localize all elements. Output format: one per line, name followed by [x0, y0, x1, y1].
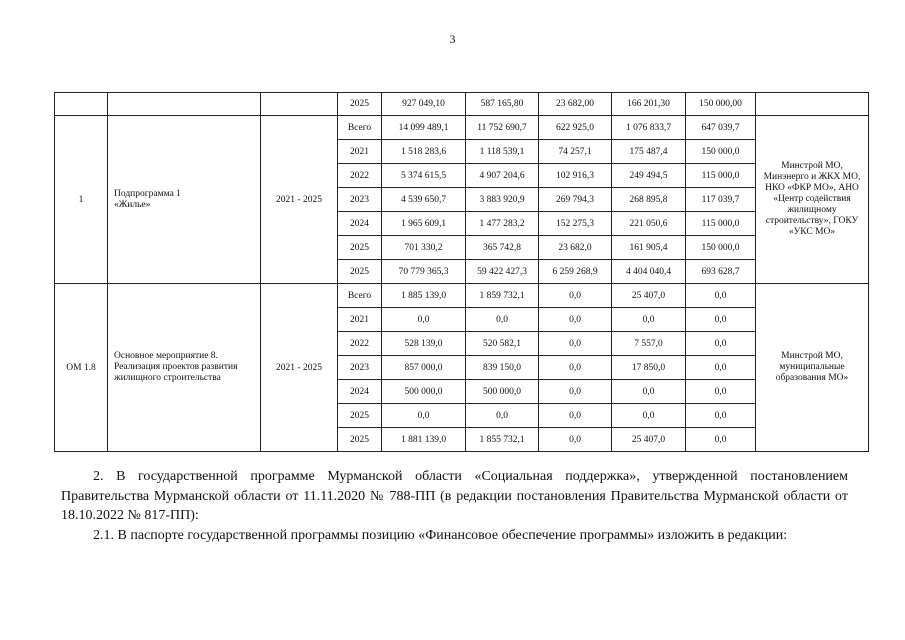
item-number: ОМ 1.8 — [55, 284, 108, 452]
table-row — [55, 284, 869, 308]
value-cell: 1 477 283,2 — [466, 212, 539, 236]
value-cell: 0,0 — [686, 284, 756, 308]
value-cell: 1 885 139,0 — [382, 284, 466, 308]
paragraph: 2. В государственной программе Мурманской области «Социальная поддержка», утвержденной постановлением Правительства Мурманской области от 11.11.2020 № 788-ПП (в редакции постановления Правительства Мурманской области от 18.10.2022 № 817-ПП): — [61, 469, 848, 523]
executor-cell: Минстрой МО, Минэнерго и ЖКХ МО, НКО «ФКР МО», АНО «Центр содействия жилищному строительству», ГОКУ «УКС МО» — [756, 116, 869, 284]
value-cell: 175 487,4 — [612, 140, 686, 164]
item-name — [108, 284, 261, 452]
item-name-line: «Жилье» — [114, 199, 151, 210]
value-cell: 0,0 — [382, 308, 466, 332]
year-cell: Всего — [338, 284, 382, 308]
value-cell: 1 965 609,1 — [382, 212, 466, 236]
value-cell: 25 407,0 — [612, 428, 686, 452]
value-cell: 150 000,0 — [686, 140, 756, 164]
value-cell: 23 682,0 — [539, 236, 612, 260]
value-cell: 0,0 — [686, 332, 756, 356]
value-cell: 23 682,00 — [539, 93, 612, 116]
value-cell: 11 752 690,7 — [466, 116, 539, 140]
year-cell: 2023 — [338, 356, 382, 380]
value-cell: 587 165,80 — [466, 93, 539, 116]
value-cell: 0,0 — [686, 380, 756, 404]
value-cell: 115 000,0 — [686, 212, 756, 236]
value-cell: 0,0 — [612, 404, 686, 428]
value-cell: 0,0 — [686, 404, 756, 428]
value-cell: 269 794,3 — [539, 188, 612, 212]
year-cell: 2025 — [338, 428, 382, 452]
table-row — [55, 116, 869, 140]
empty-cell — [756, 93, 869, 116]
value-cell: 4 539 650,7 — [382, 188, 466, 212]
item-name — [108, 116, 261, 284]
value-cell: 647 039,7 — [686, 116, 756, 140]
item-number: 1 — [55, 116, 108, 284]
value-cell: 0,0 — [539, 284, 612, 308]
value-cell: 59 422 427,3 — [466, 260, 539, 284]
value-cell: 6 259 268,9 — [539, 260, 612, 284]
executor-cell: Минстрой МО, муниципальные образования МО» — [756, 284, 869, 452]
year-cell: Всего — [338, 116, 382, 140]
value-cell: 1 859 732,1 — [466, 284, 539, 308]
value-cell: 365 742,8 — [466, 236, 539, 260]
value-cell: 0,0 — [466, 404, 539, 428]
value-cell: 1 076 833,7 — [612, 116, 686, 140]
year-cell: 2025 — [338, 93, 382, 116]
value-cell: 1 518 283,6 — [382, 140, 466, 164]
value-cell: 166 201,30 — [612, 93, 686, 116]
value-cell: 7 557,0 — [612, 332, 686, 356]
value-cell: 0,0 — [382, 404, 466, 428]
year-cell: 2023 — [338, 188, 382, 212]
value-cell: 839 150,0 — [466, 356, 539, 380]
value-cell: 161 905,4 — [612, 236, 686, 260]
value-cell: 115 000,0 — [686, 164, 756, 188]
value-cell: 268 895,8 — [612, 188, 686, 212]
value-cell: 520 582,1 — [466, 332, 539, 356]
value-cell: 0,0 — [539, 332, 612, 356]
value-cell: 4 404 040,4 — [612, 260, 686, 284]
period-cell: 2021 - 2025 — [261, 284, 338, 452]
value-cell: 500 000,0 — [382, 380, 466, 404]
value-cell: 1 881 139,0 — [382, 428, 466, 452]
paragraph: 2.1. В паспорте государственной программы позицию «Финансовое обеспечение программы» изложить в редакции: — [93, 527, 788, 543]
year-cell: 2021 — [338, 140, 382, 164]
value-cell: 0,0 — [539, 428, 612, 452]
value-cell: 25 407,0 — [612, 284, 686, 308]
empty-cell — [261, 93, 338, 116]
body-text — [61, 467, 848, 545]
value-cell: 150 000,0 — [686, 236, 756, 260]
value-cell: 17 850,0 — [612, 356, 686, 380]
value-cell: 74 257,1 — [539, 140, 612, 164]
value-cell: 1 855 732,1 — [466, 428, 539, 452]
value-cell: 152 275,3 — [539, 212, 612, 236]
year-cell: 2022 — [338, 164, 382, 188]
year-cell: 2025 — [338, 404, 382, 428]
value-cell: 1 118 539,1 — [466, 140, 539, 164]
value-cell: 4 907 204,6 — [466, 164, 539, 188]
table-row — [55, 93, 869, 116]
value-cell: 693 628,7 — [686, 260, 756, 284]
value-cell: 117 039,7 — [686, 188, 756, 212]
year-cell: 2021 — [338, 308, 382, 332]
value-cell: 528 139,0 — [382, 332, 466, 356]
value-cell: 0,0 — [612, 380, 686, 404]
value-cell: 221 050,6 — [612, 212, 686, 236]
period-cell: 2021 - 2025 — [261, 116, 338, 284]
value-cell: 102 916,3 — [539, 164, 612, 188]
empty-cell — [108, 93, 261, 116]
value-cell: 0,0 — [539, 380, 612, 404]
value-cell: 5 374 615,5 — [382, 164, 466, 188]
year-cell: 2022 — [338, 332, 382, 356]
year-cell: 2025 — [338, 236, 382, 260]
year-cell: 2025 — [338, 260, 382, 284]
value-cell: 500 000,0 — [466, 380, 539, 404]
year-cell: 2024 — [338, 380, 382, 404]
value-cell: 0,0 — [539, 308, 612, 332]
value-cell: 249 494,5 — [612, 164, 686, 188]
value-cell: 701 330,2 — [382, 236, 466, 260]
item-name-line: Основное мероприятие 8. — [114, 351, 218, 361]
item-name-line: Реализация проектов развития жилищного строительства — [114, 362, 238, 383]
value-cell: 622 925,0 — [539, 116, 612, 140]
value-cell: 0,0 — [686, 356, 756, 380]
value-cell: 0,0 — [612, 308, 686, 332]
item-name-line: Подпрограмма 1 — [114, 188, 181, 199]
value-cell: 0,0 — [539, 404, 612, 428]
value-cell: 3 883 920,9 — [466, 188, 539, 212]
empty-cell — [55, 93, 108, 116]
value-cell: 0,0 — [539, 356, 612, 380]
value-cell: 14 099 489,1 — [382, 116, 466, 140]
value-cell: 0,0 — [686, 428, 756, 452]
page-number: 3 — [449, 32, 456, 46]
value-cell: 70 779 365,3 — [382, 260, 466, 284]
year-cell: 2024 — [338, 212, 382, 236]
value-cell: 0,0 — [466, 308, 539, 332]
value-cell: 927 049,10 — [382, 93, 466, 116]
financing-table — [54, 92, 869, 452]
value-cell: 0,0 — [686, 308, 756, 332]
value-cell: 857 000,0 — [382, 356, 466, 380]
value-cell: 150 000,00 — [686, 93, 756, 116]
